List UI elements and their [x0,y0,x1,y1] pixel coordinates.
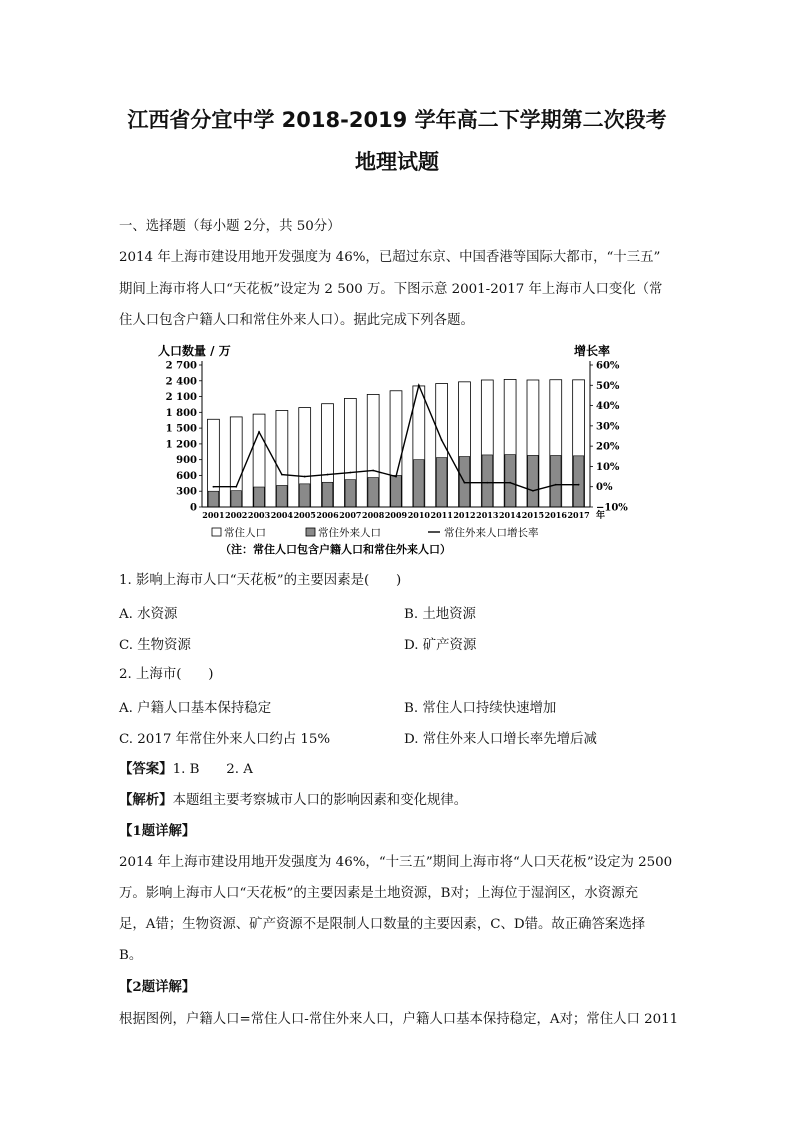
bar-migrant [322,482,332,507]
bar-migrant [391,475,401,507]
x-tick-label: 2009 [384,510,408,520]
population-chart [150,341,640,561]
analysis-line [119,791,679,810]
x-tick-label: 2015 [521,510,545,520]
intro-line-3: 住人口包含户籍人口和常住外来人口）。据此完成下列各题。 [119,313,474,328]
intro-line-1: 2014 年上海市建设用地开发强度为 46%，已超过东京、中国香港等国际大都市，“十三五” [119,250,661,265]
x-axis-label: 年 [596,511,606,521]
bar-migrant [299,484,309,507]
q1-stem: 1. 影响上海市人口“天花板”的主要因素是( ) [119,573,402,588]
left-tick-label: 1 800 [165,407,197,419]
right-tick-label: 40% [596,401,620,413]
x-tick-label: 2008 [362,510,385,520]
answer-line [119,760,679,779]
x-tick-label: 2013 [476,510,499,520]
right-tick-label: 20% [596,441,620,453]
bar-migrant [414,460,424,507]
left-tick-label: 2 400 [165,376,197,388]
q2-option-d: D. 常住外来人口增长率先增后减 [404,732,597,747]
rate-point [532,490,534,492]
doc-title-line2: 地理试题 [355,150,439,174]
chart-note: （注：常住人口包含户籍人口和常住外来人口） [220,543,451,556]
analysis-label: 【解析】 [119,792,173,808]
x-tick-label: 2010 [407,510,430,520]
rate-point [349,472,351,474]
bar-migrant [277,485,287,507]
rate-point [235,486,237,488]
rate-point [213,486,215,488]
bar-migrant [254,487,264,507]
rate-point [578,484,580,486]
x-tick-label: 2012 [453,510,476,520]
rate-point [486,482,488,484]
answer-text: 1. B 2. A [172,762,253,777]
bar-migrant [528,455,538,507]
detail1-line-4: B。 [119,948,143,963]
x-tick-label: 2017 [567,510,590,520]
legend-migrant: 常住外来人口 [318,527,381,539]
rate-point [258,431,260,433]
bar-migrant [208,491,218,507]
right-tick-label: 50% [596,380,620,392]
section-heading: 一、选择题（每小题 2分，共 50分） [119,219,341,234]
rate-point [327,474,329,476]
answer-label: 【答案】 [119,761,173,777]
rate-point [304,476,306,478]
chart-legend [212,526,539,539]
detail1-label: 【1题详解】 [119,823,196,839]
left-tick-label: 900 [176,455,197,467]
legend-swatch-migrant [306,528,315,536]
y-axis-left-label: 人口数量 / 万 [158,344,231,358]
x-tick-label: 2014 [498,510,522,520]
y-axis-right-label: 增长率 [574,344,611,358]
rate-point [418,384,420,386]
detail2-label: 【2题详解】 [119,979,196,995]
rate-point [509,482,511,484]
x-tick-label: 2001 [202,510,225,520]
chart-svg [150,341,640,561]
bar-migrant [231,491,241,507]
rate-point [395,476,397,478]
detail2-line-1: 根据图例，户籍人口=常住人口-常住外来人口，户籍人口基本保持稳定，A对；常住人口 2011 [119,1012,679,1027]
right-tick-label: −10% [596,502,628,514]
bar-migrant [551,455,561,507]
bar-migrant [368,478,378,507]
left-tick-label: 300 [176,486,197,498]
x-tick-label: 2016 [544,510,567,520]
doc-title-line1: 江西省分宜中学 2018-2019 学年高二下学期第二次段考 [127,108,667,132]
bar-migrant [345,480,355,507]
left-tick-label: 2 100 [165,392,197,404]
x-tick-label: 2002 [225,510,248,520]
q2-option-a: A. 户籍人口基本保持稳定 [119,701,272,716]
x-tick-label: 2006 [316,510,339,520]
detail1-line-3: 足，A错；生物资源、矿产资源不是限制人口数量的主要因素，C、D错。故正确答案选择 [119,917,646,932]
q1-option-b: B. 土地资源 [404,607,476,622]
q1-option-c: C. 生物资源 [119,638,191,653]
legend-swatch-resident [212,528,221,536]
rate-point [281,474,283,476]
detail1-line-2: 万。影响上海市人口“天花板”的主要因素是土地资源，B对；上海位于湿润区，水资源充 [119,886,638,901]
legend-rate: 常住外来人口增长率 [444,527,539,539]
x-tick-label: 2005 [293,510,316,520]
q2-option-c: C. 2017 年常住外来人口约占 15% [119,732,331,747]
left-tick-label: 2 700 [165,360,197,372]
bar-migrant [505,455,515,507]
left-tick-label: 600 [176,470,197,482]
rate-point [464,482,466,484]
rate-point [372,470,374,472]
detail1-line-1: 2014 年上海市建设用地开发强度为 46%，“十三五”期间上海市将“人口天花板”设定为 2500 [119,855,673,870]
right-tick-label: 0% [596,482,613,494]
bar-migrant [482,455,492,507]
rate-point [441,439,443,441]
legend-resident: 常住人口 [224,527,266,539]
right-tick-label: 60% [596,360,620,372]
intro-line-2: 期间上海市将人口“天花板”设定为 2 500 万。下图示意 2001-2017 年上海市人口变化（常 [119,282,663,297]
right-tick-label: 30% [596,421,620,433]
analysis-text: 本题组主要考察城市人口的影响因素和变化规律。 [172,793,468,808]
left-tick-label: 1 500 [165,423,197,435]
right-tick-label: 10% [596,461,620,473]
bar-migrant [436,458,446,507]
rate-point [555,484,557,486]
q1-option-d: D. 矿产资源 [404,638,477,653]
x-tick-label: 2004 [270,510,294,520]
x-tick-label: 2007 [339,510,362,520]
q2-stem: 2. 上海市( ) [119,667,214,682]
bar-migrant [573,456,583,507]
x-tick-label: 2003 [247,510,271,520]
left-tick-label: 0 [190,502,197,514]
q1-option-a: A. 水资源 [119,607,178,622]
x-tick-label: 2011 [430,510,453,520]
left-tick-label: 1 200 [165,439,197,451]
q2-option-b: B. 常住人口持续快速增加 [404,701,557,716]
